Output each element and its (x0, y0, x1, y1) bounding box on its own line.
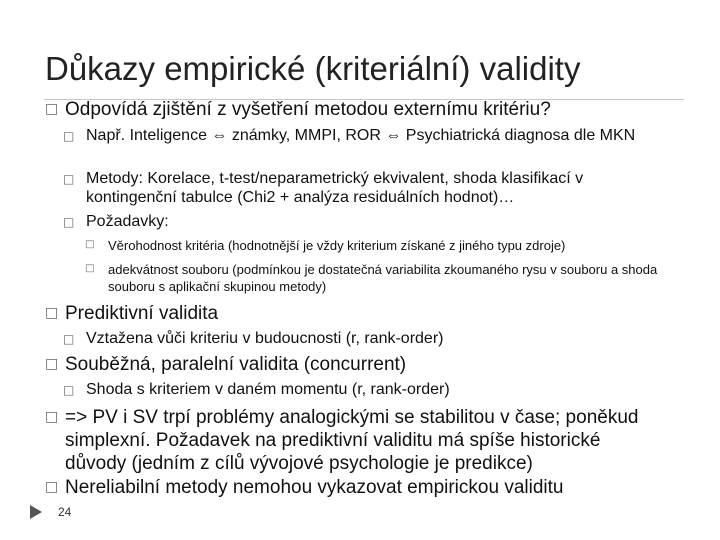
bullet-item-level1: Odpovídá zjištění z vyšetření metodou externímu kritériu? (65, 99, 551, 120)
bullet-icon: □ (63, 215, 75, 229)
slide-title: Důkazy empirické (kriteriální) validity (45, 50, 581, 87)
bullet-item-level2: Např. Inteligence ⇔ známky, MMPI, ROR ⇔ Psychiatrická diagnosa dle MKN (86, 127, 636, 144)
bullet-item-level2: Metody: Korelace, t-test/neparametrický ekvivalent, shoda klasifikací v kontingenční tabulce (Chi2 + analýza residuálních hodnot)… (86, 170, 584, 206)
slide-arrow-icon (30, 505, 42, 519)
bullet-item-level1: Prediktivní validita (65, 303, 219, 324)
bullet-icon: □ (45, 356, 59, 372)
bullet-icon: □ (63, 332, 75, 346)
bullet-icon: □ (85, 239, 95, 250)
bullet-item-level1: Nereliabilní metody nemohou vykazovat empirickou validitu (65, 477, 564, 498)
bullet-item-level2: Vztažena vůči kriteriu v budoucnosti (r, rank-order) (86, 330, 444, 347)
bullet-icon: □ (45, 479, 59, 495)
bullet-item-level2: Požadavky: (86, 213, 169, 230)
bullet-item-level1: Souběžná, paralelní validita (concurrent) (65, 354, 407, 375)
bullet-icon: □ (63, 172, 75, 186)
bullet-icon: □ (63, 129, 75, 143)
bullet-item-level1: => PV i SV trpí problémy analogickými se stabilitou v čase; poněkud simplexní. Požadavek na prediktivní validitu má spíše historické důvody (jedním z cílů vývojové psychologie je predikce) (65, 407, 639, 474)
bullet-icon: □ (45, 305, 59, 321)
bullet-item-level3: adekvátnost souboru (podmínkou je dostatečná variabilita zkoumaného rysu v souboru a shoda souboru s aplikační skupinou metody) (108, 262, 658, 294)
bullet-icon: □ (85, 263, 95, 274)
slide-number: 24 (58, 505, 72, 519)
bullet-icon: □ (63, 383, 75, 397)
bullet-item-level3: Věrohodnost kritéria (hodnotnější je vždy kriterium získané z jiného typu zdroje) (108, 238, 566, 253)
bullet-icon: □ (45, 101, 59, 117)
bullet-icon: □ (45, 409, 59, 425)
bullet-item-level2: Shoda s kriteriem v daném momentu (r, rank-order) (86, 381, 450, 398)
